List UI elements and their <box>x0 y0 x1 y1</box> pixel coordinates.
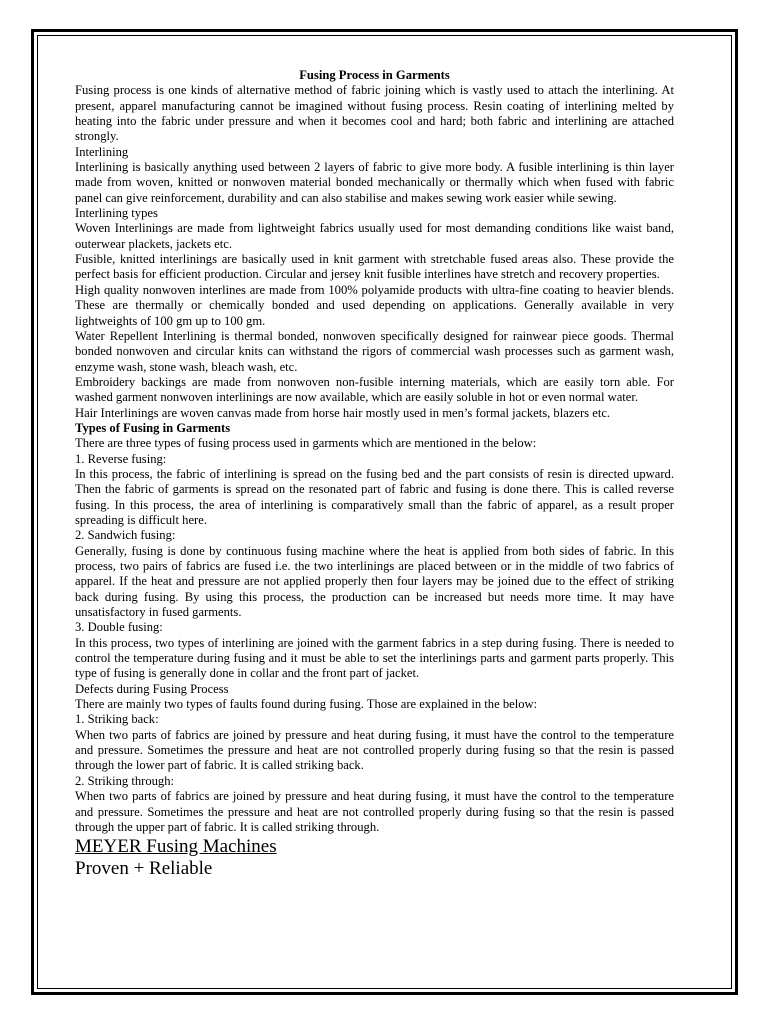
paragraph-double-fusing: In this process, two types of interlining are joined with the garment fabrics in a step during fusing. There is needed to control the temperature during fusing and it must be able to set the interlinings parts and garment parts properly. This type of fusing is generally done in collar and the front part of jacket. <box>75 635 674 681</box>
document-body <box>75 68 674 880</box>
paragraph-water-repellent: Water Repellent Interlining is thermal bonded, nonwoven specifically designed for rainwear piece goods. Thermal bonded nonwoven and circular knits can withstand the rigors of commercial wash processes such as garment wash, enzyme wash, stone wash, bleach wash, etc. <box>75 328 674 374</box>
heading-defects: Defects during Fusing Process <box>75 681 229 696</box>
paragraph-striking-through: When two parts of fabrics are joined by pressure and heat during fusing, it must have the control to the temperature and pressure. Sometimes the pressure and heat are not controlled properly during fusing so that the resin is passed through the upper part of fabric. It is called striking through. <box>75 789 674 834</box>
heading-reverse-fusing: 1. Reverse fusing: <box>75 451 167 466</box>
heading-striking-back: 1. Striking back: <box>75 712 159 727</box>
document-title: Fusing Process in Garments <box>299 68 450 82</box>
heading-types-of-fusing: Types of Fusing in Garments <box>75 420 231 435</box>
paragraph-types-intro: There are three types of fusing process used in garments which are mentioned in the below: <box>75 436 537 451</box>
paragraph-sandwich-fusing: Generally, fusing is done by continuous fusing machine where the heat is applied from both sides of fabric. In this process, two pairs of fabrics are fused i.e. the two interlinings are placed between or in the middle of two fabrics of apparel. If the heat and pressure are not applied properly then four layers may be joined due to the effect of striking back during fusing. By using this process, the production can be increased but needs more time. It may have unsatisfactory in fused garments. <box>75 543 674 620</box>
heading-double-fusing: 3. Double fusing: <box>75 620 163 635</box>
paragraph-striking-back: When two parts of fabrics are joined by pressure and heat during fusing, it must have the control to the temperature and pressure. Sometimes the pressure and heat are not controlled properly during fusing so that the resin is passed through the lower part of fabric. It is called striking back. <box>75 727 674 773</box>
paragraph-nonwoven: High quality nonwoven interlines are made from 100% polyamide products with ultra-fine coating to heavier blends. These are thermally or chemically bonded and used depending on applications. Generally available in very lightweights of 100 gm up to 100 gm. <box>75 282 674 328</box>
heading-striking-through: 2. Striking through: <box>75 773 175 788</box>
paragraph-defects-intro: There are mainly two types of faults found during fusing. Those are explained in the below: <box>75 697 538 712</box>
footer-tagline: Proven + Reliable <box>75 858 213 880</box>
paragraph-hair: Hair Interlinings are woven canvas made from horse hair mostly used in men’s formal jackets, blazers etc. <box>75 405 611 420</box>
paragraph-reverse-fusing: In this process, the fabric of interlining is spread on the fusing bed and the part consists of resin is directed upward. Then the fabric of garments is spread on the resonated part of fabric and fusing is done there. This is called reverse fusing. In this process, the area of interlining is comparatively small than the fabric of apparel, as a result proper spreading is difficult here. <box>75 466 674 527</box>
heading-interlining-types: Interlining types <box>75 206 158 221</box>
heading-sandwich-fusing: 2. Sandwich fusing: <box>75 528 176 543</box>
paragraph-embroidery: Embroidery backings are made from nonwoven non-fusible interning materials, which are easily torn able. For washed garment nonwoven interlinings are now available, which are easily soluble in hot or even normal water. <box>75 374 674 405</box>
paragraph-knitted: Fusible, knitted interlinings are basically used in knit garment with stretchable fused areas also. These provide the perfect basis for efficient production. Circular and jersey knit fusible interlines have stretch and recovery properties. <box>75 252 674 282</box>
paragraph-interlining: Interlining is basically anything used between 2 layers of fabric to give more body. A fusible interlining is thin layer made from woven, knitted or nonwoven material bonded mechanically or thermally which when fused with fabric panel can give reinforcement, durability and can also stabilise and makes sewing work easier while sewing. <box>75 160 674 205</box>
heading-interlining: Interlining <box>75 144 129 159</box>
footer-brand-link[interactable]: MEYER Fusing Machines <box>75 836 277 858</box>
paragraph-intro: Fusing process is one kinds of alternative method of fabric joining which is vastly used to attach the interlining. At present, apparel manufacturing cannot be imagined without fusing process. Resin coating of interlining melted by heating into the fabric under pressure and when it becomes cool and hard; both fabric and interlining are attached strongly. <box>75 83 674 144</box>
paragraph-woven: Woven Interlinings are made from lightweight fabrics usually used for most demanding conditions like waist band, outerwear plackets, jackets etc. <box>75 221 674 251</box>
